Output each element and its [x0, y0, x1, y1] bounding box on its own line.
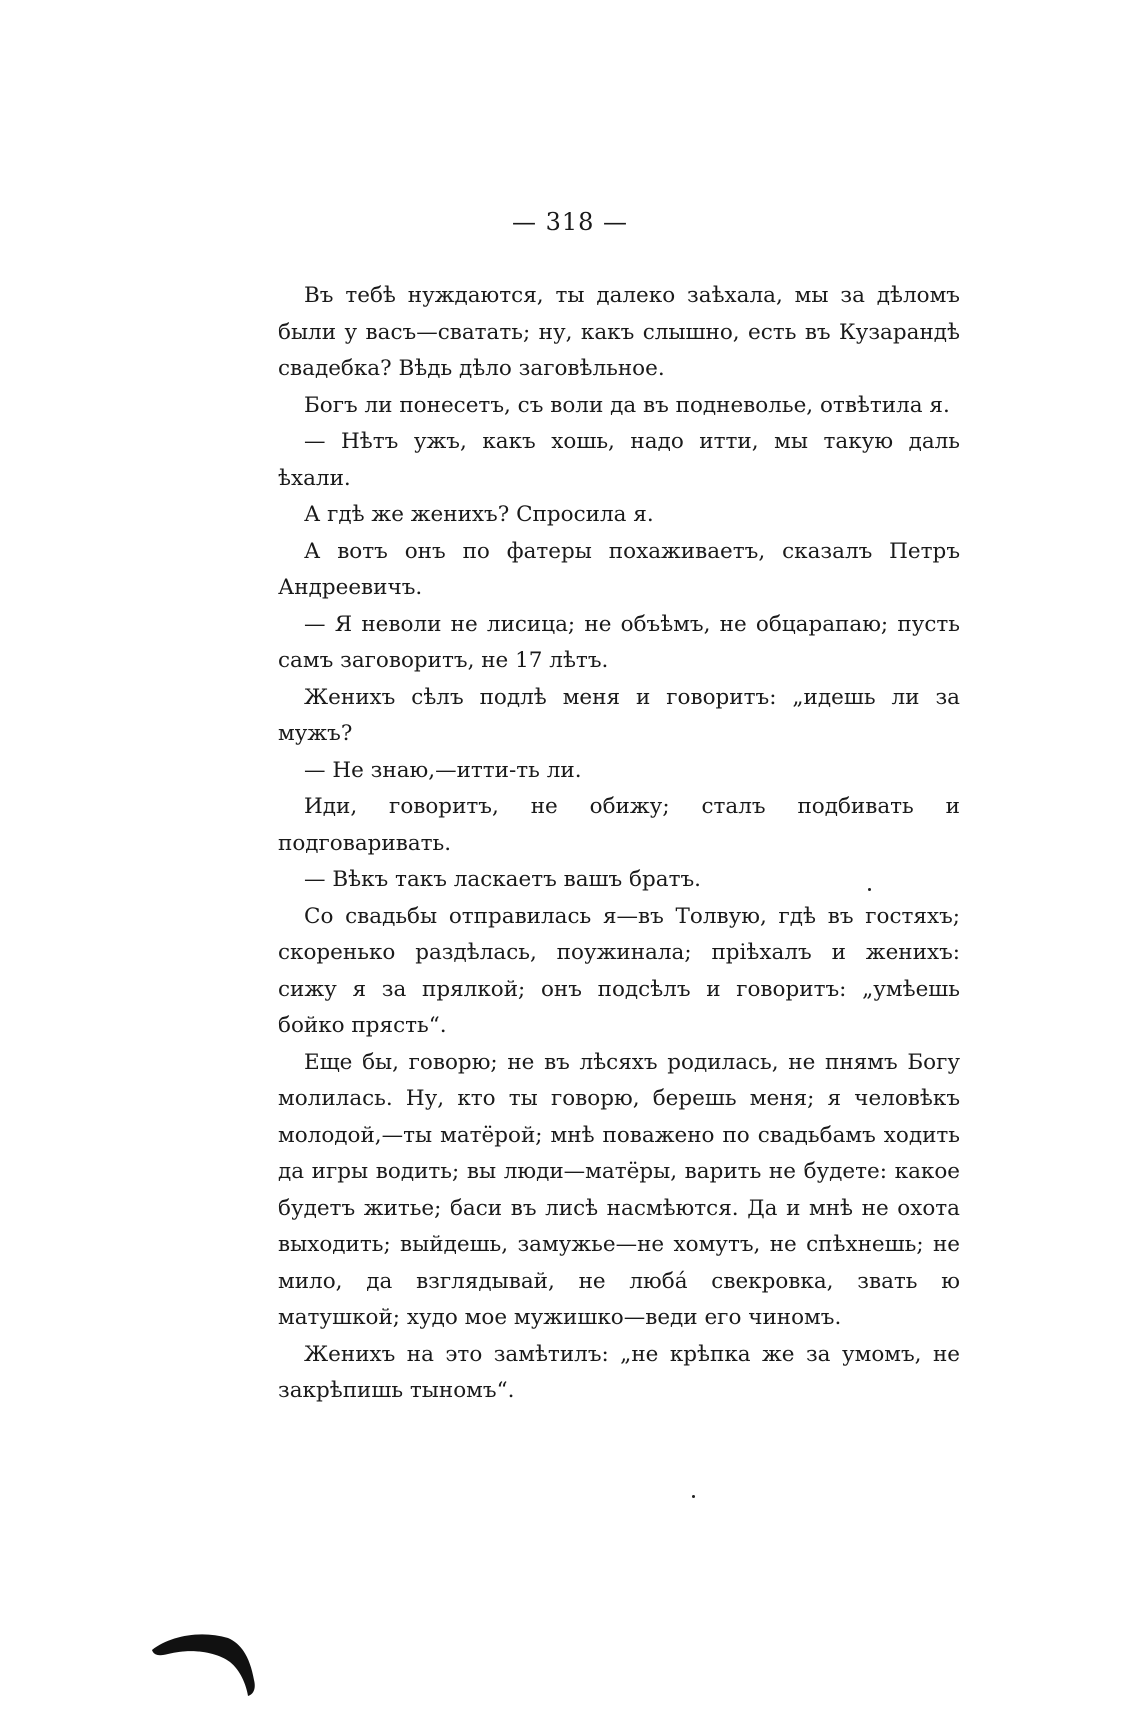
paragraph: А гдѣ же женихъ? Спросила я. [304, 502, 654, 527]
paragraph: — Вѣкъ такъ ласкаетъ вашъ братъ. [304, 867, 701, 892]
paragraph: Богъ ли понесетъ, съ воли да въ подневолье, отвѣтила я. [304, 392, 950, 418]
ink-smudge-icon [150, 1628, 260, 1698]
paragraph: Со свадьбы отправилась я—въ Толвую, гдѣ въ гостяхъ; скоренько раздѣлась, поужинала; пріѣхалъ и женихъ: сижу я за прялкой; онъ подсѣлъ и говоритъ: „умѣешь бойко прясть“. [278, 903, 960, 1038]
paragraph: — Не знаю,—итти-ть ли. [304, 757, 582, 783]
paragraph: Иди, говоритъ, не обижу; сталъ подбивать и подговаривать. [278, 794, 960, 856]
paragraph: Женихъ на это замѣтилъ: „не крѣпка же за умомъ, не закрѣпишь тыномъ“. [278, 1341, 960, 1403]
paragraph: Еще бы, говорю; не въ лѣсяхъ родилась, не пнямъ Богу молилась. Ну, кто ты говорю, берешь меня; я человѣкъ молодой,—ты матёрой; мнѣ поважено по свадьбамъ ходить да игры водить; вы люди—матёры, варить не будете: какое будетъ житье; баси въ лисѣ насмѣются. Да и мнѣ не охота выходить; выйдешь, замужье—не хомутъ, не спѣхнешь; не мило, да взглядывай, не любá свекровка, звать ю матушкой; худо мое мужишко—веди его чиномъ. [278, 1049, 960, 1330]
page-number: — 318 — [511, 208, 629, 236]
body-text [278, 278, 960, 1410]
paragraph: — Я неволи не лисица; не объѣмъ, не обцарапаю; пусть самъ заговоритъ, не 17 лѣтъ. [278, 611, 960, 673]
scan-speck [868, 888, 871, 891]
paragraph: А вотъ онъ по фатеры похаживаетъ, сказалъ Петръ Андреевичъ. [278, 538, 960, 600]
paragraph: Женихъ сѣлъ подлѣ меня и говоритъ: „идешь ли за мужъ? [278, 684, 960, 746]
paragraph: — Нѣтъ ужъ, какъ хошь, надо итти, мы такую даль ѣхали. [278, 429, 960, 491]
paragraph: Въ тебѣ нуждаются, ты далеко заѣхала, мы за дѣломъ были у васъ—сватать; ну, какъ слышно, есть въ Кузарандѣ свадебка? Вѣдь дѣло заговѣльное. [278, 283, 960, 381]
scan-speck [692, 1495, 695, 1498]
